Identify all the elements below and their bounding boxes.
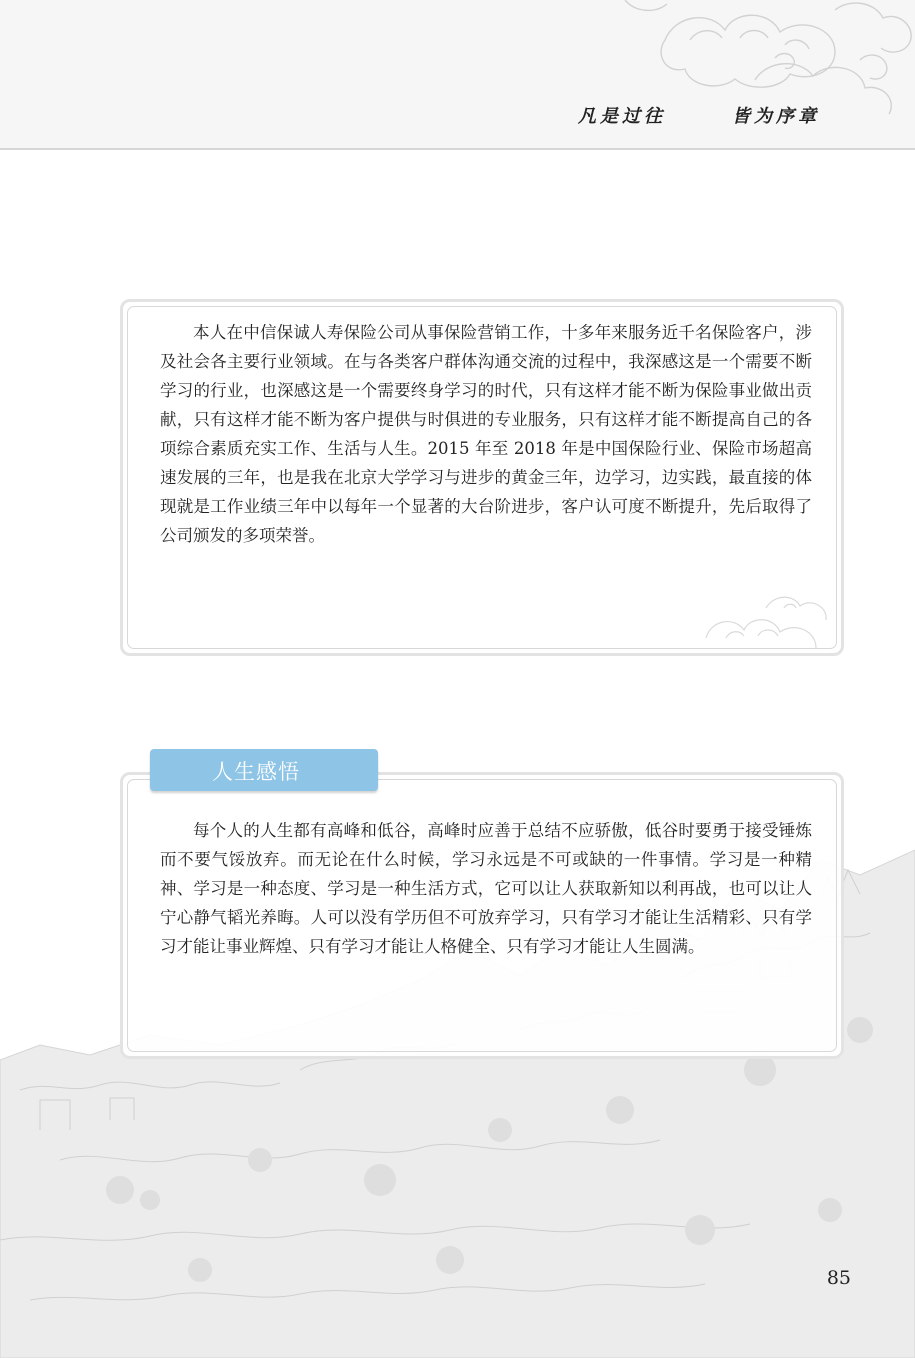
cloud-ornament-icon — [696, 578, 836, 648]
paragraph-career: 本人在中信保诚人寿保险公司从事保险营销工作，十多年来服务近千名保险客户，涉及社会各主要行业领域。在与各类客户群体沟通交流的过程中，我深感这是一个需要不断学习的行业，也深感这是一个需要终身学习的时代，只有这样才能不断为保险事业做出贡献，只有这样才能不断为客户提供与时俱进的专业服务，只有这样才能不断提高自己的各项综合素质充实工作、生活与人生。2015 年至 2018 年是中国保险行业、保险市场超高速发展的三年，也是我在北京大学学习与进步的黄金三年，边学习，边实践，最直接的体现就是工作业绩三年中以每年一个显著的大台阶进步，客户认可度不断提升，先后取得了公司颁发的多项荣誉。 — [160, 323, 812, 545]
header-title-left: 凡是过往 — [578, 106, 666, 127]
paragraph-reflection: 每个人的人生都有高峰和低谷，高峰时应善于总结不应骄傲，低谷时要勇于接受锤炼而不要气馁放弃。而无论在什么时候，学习永远是不可或缺的一件事情。学习是一种精神、学习是一种态度、学习是一种生活方式，它可以让人获取新知以利再战，也可以让人宁心静气韬光养晦。人可以没有学历但不可放弃学习，只有学习才能让生活精彩、只有学习才能让事业辉煌、只有学习才能让人格健全、只有学习才能让人生圆满。 — [160, 821, 812, 956]
page-header — [0, 0, 915, 150]
section-heading: 人生感悟 — [212, 760, 300, 784]
page-number: 85 — [826, 1267, 851, 1289]
section-heading-tab — [150, 749, 378, 791]
cloud-ornament-icon — [515, 0, 915, 120]
header-title-right: 皆为序章 — [732, 106, 820, 127]
